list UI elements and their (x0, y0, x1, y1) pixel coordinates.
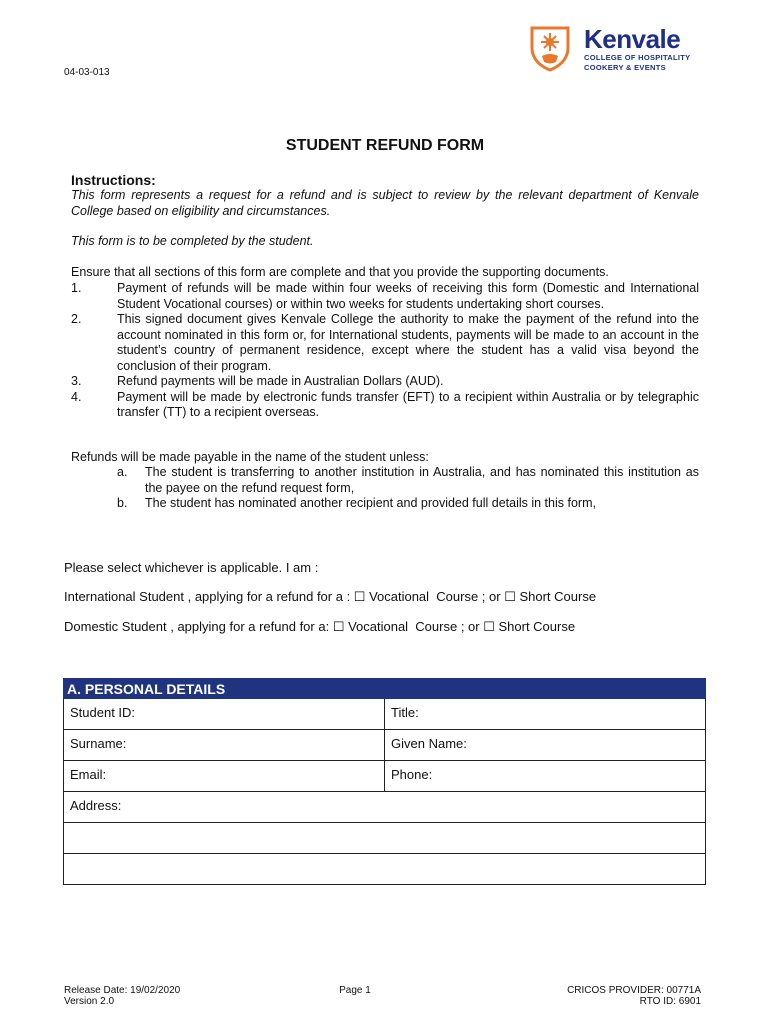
student-id-field[interactable]: Student ID: (64, 699, 385, 730)
domestic-vocational-checkbox[interactable]: ☐ Vocational Course ; or (332, 619, 484, 634)
phone-field[interactable]: Phone: (385, 761, 706, 792)
personal-details-table (63, 678, 706, 885)
footer-right (567, 985, 701, 1007)
selection-prompt: Please select whichever is applicable. I am : (64, 560, 319, 575)
rto-id: RTO ID: 6901 (639, 996, 701, 1007)
instructions-heading: Instructions: (71, 172, 156, 188)
address-line-2[interactable] (64, 823, 706, 854)
list-item: a. The student is transferring to another institution in Australia, and has nominated this institution as the payee on the refund request form, (117, 465, 699, 495)
version: Version 2.0 (64, 996, 115, 1007)
domestic-label: Domestic Student , applying for a refund for a: (64, 619, 333, 634)
domestic-short-course-checkbox[interactable]: ☐ Short Course (483, 619, 576, 634)
domestic-student-row (64, 619, 575, 635)
instructions-completion-note: This form is to be completed by the student. (71, 234, 314, 248)
instructions-list (71, 281, 699, 421)
given-name-field[interactable]: Given Name: (385, 730, 706, 761)
address-field[interactable]: Address: (64, 792, 706, 823)
list-item: 2. This signed document gives Kenvale College the authority to make the payment of the refund into the account nominated in this form or, for International students, payments will be made to an account in the student’s country of permanent residence, except where the student has a valid visa beyond the conclusion of their program. (71, 312, 699, 373)
address-line-3[interactable] (64, 854, 706, 885)
surname-field[interactable]: Surname: (64, 730, 385, 761)
instructions-lead: Ensure that all sections of this form are complete and that you provide the supporting documents. (71, 265, 609, 279)
list-item: 3. Refund payments will be made in Australian Dollars (AUD). (71, 374, 444, 388)
international-short-course-checkbox[interactable]: ☐ Short Course (504, 589, 597, 604)
instructions-intro: This form represents a request for a refund and is subject to review by the relevant department of Kenvale College based on eligibility and circumstances. (71, 188, 699, 218)
kenvale-logo (526, 24, 716, 76)
payable-lead: Refunds will be made payable in the name of the student unless: (71, 450, 429, 464)
crest-icon (526, 24, 574, 72)
international-student-row (64, 589, 596, 605)
international-vocational-checkbox[interactable]: ☐ Vocational Course ; or (353, 589, 505, 604)
list-item: b. The student has nominated another recipient and provided full details in this form, (117, 496, 596, 510)
title-field[interactable]: Title: (385, 699, 706, 730)
brand-name: Kenvale (584, 24, 681, 54)
list-item: 4. Payment will be made by electronic funds transfer (EFT) to a recipient within Australia or by telegraphic transfer (TT) to a recipient overseas. (71, 389, 699, 419)
email-field[interactable]: Email: (64, 761, 385, 792)
brand-line-2: COOKERY & EVENTS (584, 63, 666, 72)
payable-list (71, 465, 699, 512)
document-code: 04-03-013 (64, 67, 110, 78)
list-item: 1. Payment of refunds will be made within four weeks of receiving this form (Domestic and International Student Vocational courses) or within two weeks for students undertaking short courses. (71, 281, 699, 311)
cricos-provider: CRICOS PROVIDER: 00771A (567, 985, 701, 996)
international-label: International Student , applying for a refund for a : (64, 589, 354, 604)
section-heading: A. PERSONAL DETAILS (64, 679, 706, 699)
page-title: STUDENT REFUND FORM (285, 137, 485, 154)
brand-line-1: COLLEGE OF HOSPITALITY (584, 53, 691, 62)
page-number: Page 1 (339, 985, 371, 996)
release-date: Release Date: 19/02/2020 (64, 985, 181, 996)
